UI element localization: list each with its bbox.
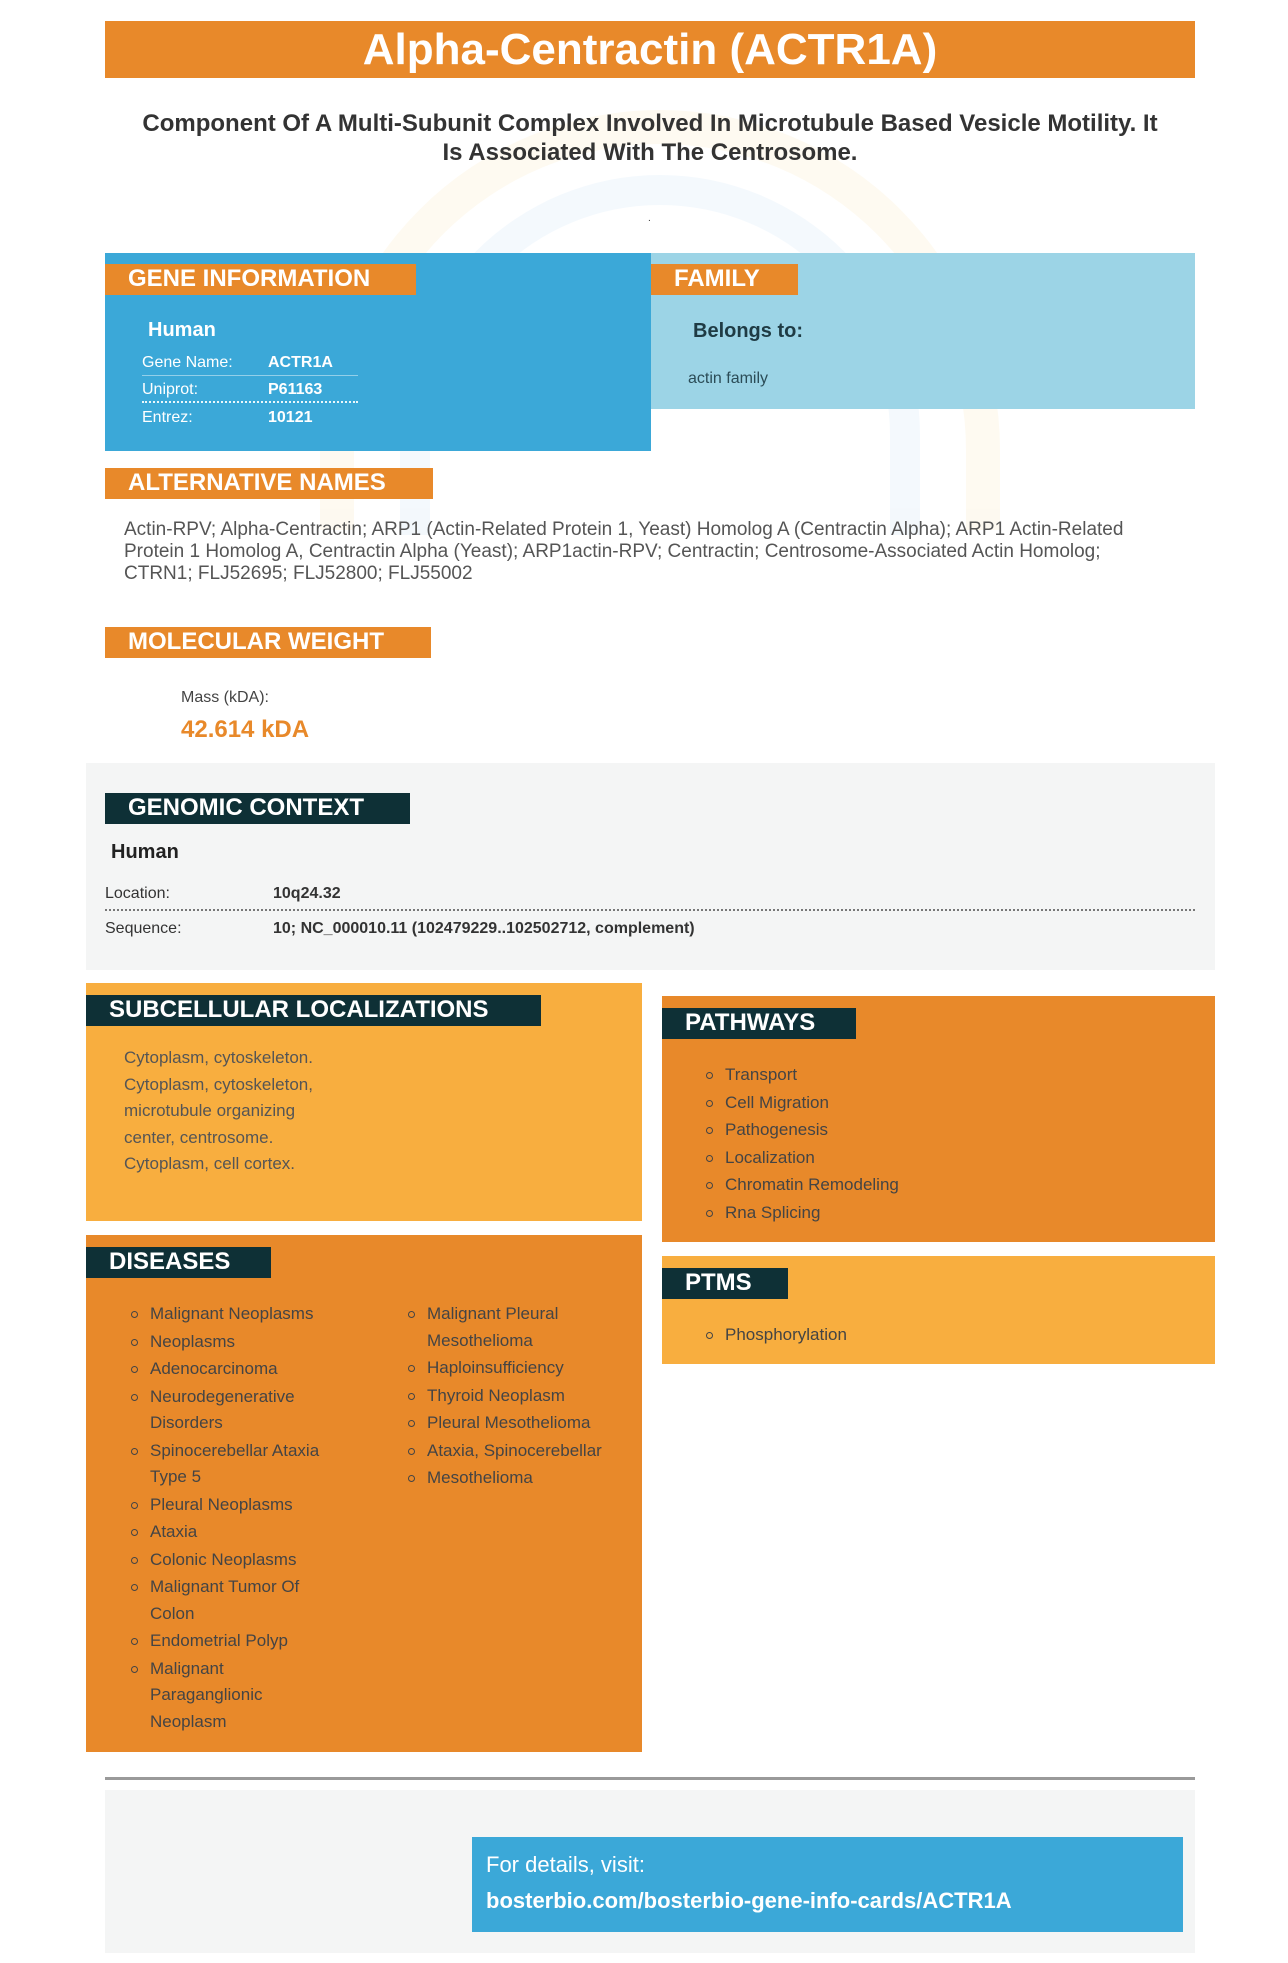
stray-dot: . bbox=[648, 213, 651, 224]
disease-item: Spinocerebellar Ataxia Type 5 bbox=[131, 1438, 331, 1491]
gene-information-heading: GENE INFORMATION bbox=[105, 264, 416, 295]
pathway-item: Rna Splicing bbox=[706, 1200, 1186, 1227]
location-label: Location: bbox=[105, 885, 170, 902]
subcellular-line: Cytoplasm, cytoskeleton, bbox=[124, 1074, 313, 1094]
pathway-item: Chromatin Remodeling bbox=[706, 1172, 1186, 1199]
diseases-list-col2 bbox=[408, 1301, 623, 1493]
uniprot-row bbox=[142, 376, 358, 403]
ptms-list bbox=[706, 1322, 1186, 1350]
family-value: actin family bbox=[688, 370, 769, 387]
alternative-names-heading: ALTERNATIVE NAMES bbox=[105, 468, 433, 499]
family-panel bbox=[651, 253, 1195, 409]
disease-item: Thyroid Neoplasm bbox=[408, 1383, 623, 1410]
molecular-weight-heading: MOLECULAR WEIGHT bbox=[105, 627, 431, 658]
disease-item: Neoplasms bbox=[131, 1329, 331, 1356]
entrez-label: Entrez: bbox=[142, 409, 193, 426]
belongs-to-label: Belongs to: bbox=[693, 320, 803, 342]
disease-item: Endometrial Polyp bbox=[131, 1628, 331, 1655]
subcellular-line: Cytoplasm, cytoskeleton. bbox=[124, 1048, 313, 1067]
disease-item: Neurodegenerative Disorders bbox=[131, 1384, 331, 1437]
subcellular-localizations-text bbox=[124, 1045, 344, 1178]
ptms-panel bbox=[662, 1256, 1215, 1364]
page-subtitle: Component Of A Multi-Subunit Complex Involved In Microtubule Based Vesicle Motility. It Is Associated With The Centrosome. bbox=[142, 110, 1158, 166]
gene-species: Human bbox=[148, 319, 216, 341]
subcellular-line: microtubule organizing bbox=[124, 1101, 296, 1120]
diseases-panel bbox=[86, 1235, 642, 1752]
details-label: For details, visit: bbox=[486, 1852, 645, 1877]
uniprot-label: Uniprot: bbox=[142, 381, 199, 398]
subcellular-line: Cytoplasm, cell cortex. bbox=[124, 1154, 295, 1173]
ptm-item: Phosphorylation bbox=[706, 1322, 1186, 1349]
disease-item: Adenocarcinoma bbox=[131, 1356, 331, 1383]
disease-item: Malignant Pleural Mesothelioma bbox=[408, 1301, 623, 1354]
diseases-list-col1 bbox=[131, 1301, 331, 1736]
family-heading: FAMILY bbox=[651, 264, 798, 295]
pathway-item: Localization bbox=[706, 1145, 1186, 1172]
details-link-box[interactable] bbox=[472, 1837, 1183, 1932]
uniprot-value: P61163 bbox=[268, 381, 323, 398]
details-url-link[interactable]: bosterbio.com/bosterbio-gene-info-cards/ACTR1A bbox=[486, 1888, 1012, 1913]
disease-item: Pleural Neoplasms bbox=[131, 1492, 331, 1519]
disease-item: Malignant Neoplasms bbox=[131, 1301, 331, 1328]
alternative-names-text: Actin-RPV; Alpha-Centractin; ARP1 (Actin-Related Protein 1, Yeast) Homolog A (Centractin Alpha); ARP1 Actin-Related Protein 1 Homolog A, Centractin Alpha (Yeast); ARP1actin-RPV; Centractin; Centrosome-Associated Actin Homolog; CTRN1; FLJ52695; FLJ52800; FLJ55002 bbox=[124, 519, 1124, 584]
diseases-heading: DISEASES bbox=[86, 1247, 271, 1278]
sequence-label: Sequence: bbox=[105, 920, 182, 937]
genomic-context-panel bbox=[86, 763, 1215, 970]
sequence-value: 10; NC_000010.11 (102479229..102502712, complement) bbox=[273, 920, 695, 937]
ptms-heading: PTMS bbox=[662, 1268, 788, 1299]
gene-name-value: ACTR1A bbox=[268, 354, 333, 371]
disease-item: Malignant Tumor Of Colon bbox=[131, 1574, 331, 1627]
footer-divider bbox=[105, 1777, 1195, 1780]
subcellular-line: center, centrosome. bbox=[124, 1127, 274, 1147]
location-row bbox=[105, 876, 1195, 911]
pathways-panel bbox=[662, 996, 1215, 1242]
pathway-item: Cell Migration bbox=[706, 1090, 1186, 1117]
disease-item: Mesothelioma bbox=[408, 1465, 623, 1492]
sequence-row bbox=[105, 911, 1195, 946]
disease-item: Ataxia bbox=[131, 1519, 331, 1546]
gene-information-panel bbox=[105, 253, 651, 451]
gene-name-row bbox=[142, 349, 358, 376]
disease-item: Malignant Paraganglionic Neoplasm bbox=[131, 1656, 331, 1736]
pathways-list bbox=[706, 1062, 1186, 1227]
genomic-context-heading: GENOMIC CONTEXT bbox=[105, 793, 410, 824]
disease-item: Ataxia, Spinocerebellar bbox=[408, 1438, 623, 1465]
disease-item: Pleural Mesothelioma bbox=[408, 1410, 623, 1437]
pathway-item: Pathogenesis bbox=[706, 1117, 1186, 1144]
gene-name-label: Gene Name: bbox=[142, 354, 233, 371]
location-value: 10q24.32 bbox=[273, 885, 341, 902]
pathway-item: Transport bbox=[706, 1062, 1186, 1089]
page-title: Alpha-Centractin (ACTR1A) bbox=[105, 21, 1195, 78]
disease-item: Colonic Neoplasms bbox=[131, 1547, 331, 1574]
mass-value: 42.614 kDA bbox=[181, 716, 310, 743]
pathways-heading: PATHWAYS bbox=[662, 1008, 856, 1039]
genomic-species: Human bbox=[111, 841, 179, 863]
disease-item: Haploinsufficiency bbox=[408, 1355, 623, 1382]
subcellular-localizations-panel bbox=[86, 983, 642, 1221]
entrez-row bbox=[142, 404, 358, 431]
mass-label: Mass (kDA): bbox=[181, 689, 269, 706]
entrez-value: 10121 bbox=[268, 409, 313, 426]
subcellular-localizations-heading: SUBCELLULAR LOCALIZATIONS bbox=[86, 995, 541, 1026]
